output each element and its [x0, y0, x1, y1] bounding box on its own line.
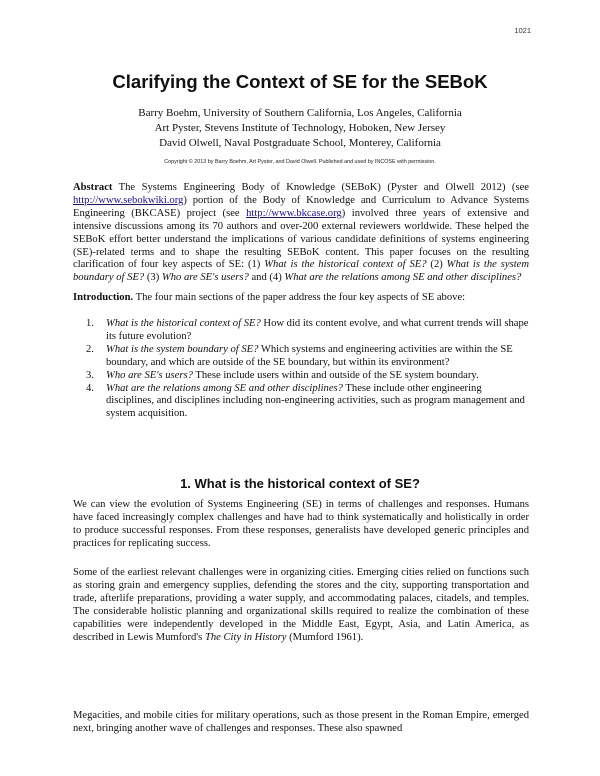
list-question: What are the relations among SE and other disciplines?: [106, 382, 343, 394]
abstract-question: What is the historical context of SE?: [264, 259, 427, 271]
author-block: [0, 106, 600, 151]
list-item: [86, 344, 529, 370]
author-line: David Olwell, Naval Postgraduate School, Monterey, California: [159, 137, 441, 149]
body-paragraph: [73, 567, 529, 644]
list-number: 3.: [86, 369, 94, 381]
body-text: (Mumford 1961).: [286, 631, 364, 643]
body-text: Some of the earliest relevant challenges were in organizing cities. Emerging cities relied on functions such as storing grain and emergency supplies, defending the stores and the city, supporting transportation and trade, afterlife preparations, providing a water supply, and accommodating palaces, citadels, and temples. The considerable holistic planning and organizational skills required to realize the combination of these capabilities were independently developed in the Middle East, Egypt, Asia, and Latin America, as described in Lewis Mumford's: [73, 567, 529, 643]
abstract-text: The Systems Engineering Body of Knowledge (SEBoK) (Pyster and Olwell 2012) (see: [112, 182, 529, 193]
abstract-question: Who are SE's users?: [161, 272, 249, 284]
list-item: [86, 318, 529, 344]
author-line: Art Pyster, Stevens Institute of Technology, Hoboken, New Jersey: [154, 122, 446, 134]
abstract-text: ) involved three years of extensive and intensive discussions among its 70 authors and over-200 external reviewers worldwide. These helped the SEBoK effort better understand the implications of various candidate definitions of systems engineering (SE)-related terms and to shape the resulting SEBoK content. This paper focuses on the resulting clarification of four key aspects of SE: (1): [73, 207, 529, 271]
author-line: Barry Boehm, University of Southern California, Los Angeles, California: [138, 107, 462, 119]
introduction-label: Introduction.: [73, 292, 134, 303]
abstract-paragraph: [73, 182, 529, 285]
book-title: The City in History: [204, 631, 287, 643]
list-number: 1.: [86, 318, 94, 329]
aspects-list: [73, 318, 529, 421]
abstract-text: (3): [144, 272, 162, 284]
list-item: [86, 370, 529, 383]
abstract-question: What is the system boundary of SE?: [73, 259, 529, 284]
abstract-text: (2): [426, 259, 447, 271]
page-number: 1021: [514, 26, 531, 35]
list-text: These include users within and outside of the SE system boundary.: [192, 369, 479, 381]
list-item: [86, 383, 529, 422]
abstract-label: Abstract: [73, 182, 113, 193]
bkcase-link[interactable]: http://www.bkcase.org: [246, 207, 342, 219]
list-number: 2.: [86, 343, 94, 355]
abstract-text: ) portion of the Body of Knowledge and Curriculum to Advance Systems Engineering (BKCASE) project (see: [73, 194, 529, 219]
sebokwiki-link[interactable]: http://www.sebokwiki.org: [73, 194, 184, 206]
list-text: These include other engineering disciplines, and disciplines including non-engineering activities, such as program management and system acquisition.: [106, 382, 525, 420]
copyright-notice: Copyright © 2013 by Barry Boehm, Art Pyster, and David Olwell. Published and used by INCOSE with permission.: [164, 159, 436, 165]
introduction-paragraph: [73, 292, 529, 305]
list-question: What is the system boundary of SE?: [106, 343, 259, 355]
list-question: Who are SE's users?: [106, 369, 193, 381]
paper-title: Clarifying the Context of SE for the SEBoK: [112, 71, 488, 92]
body-paragraph: Megacities, and mobile cities for military operations, such as those present in the Roman Empire, emerged next, bringing another wave of challenges and responses. These also spawned: [73, 710, 529, 734]
body-paragraph: We can view the evolution of Systems Engineering (SE) in terms of challenges and responses. Humans have faced increasingly complex challenges and have had to think systematically and holistically in order to produce successful responses. From these responses, generalists have developed generic principles and practices for replicating success.: [73, 499, 529, 549]
abstract-text: and (4): [248, 272, 285, 284]
list-number: 4.: [86, 382, 94, 394]
list-text: Which systems and engineering activities are within the SE boundary, and which are outside of the SE boundary, but within its environment?: [106, 343, 513, 368]
list-text: How did its content evolve, and what current trends will shape its future evolution?: [106, 318, 529, 342]
abstract-question: What are the relations among SE and other disciplines?: [284, 272, 522, 284]
list-question: What is the historical context of SE?: [106, 318, 261, 329]
section-heading: 1. What is the historical context of SE?: [180, 476, 420, 491]
introduction-text: The four main sections of the paper address the four key aspects of SE above:: [133, 292, 466, 303]
